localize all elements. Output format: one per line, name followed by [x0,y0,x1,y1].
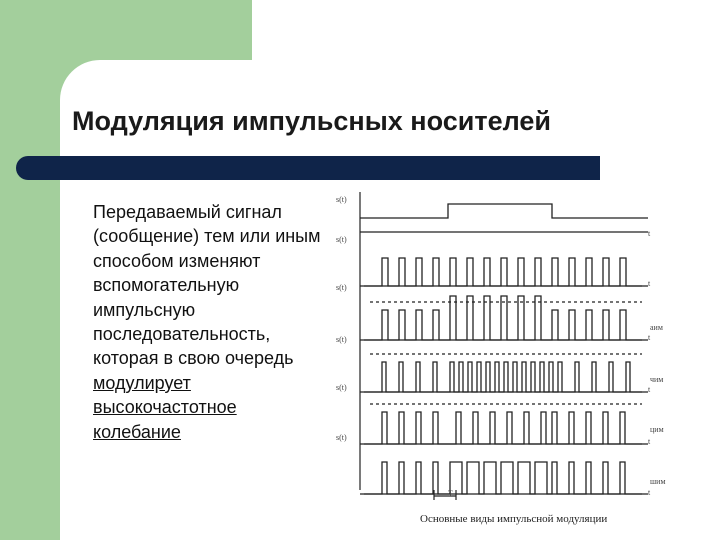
title-underline-bar [16,156,600,180]
row5-pulse-train [364,412,642,444]
body-link-hf-oscillation[interactable]: высокочастотное колебание [93,397,237,442]
row4-pulse-train [364,362,642,392]
row6-pulse-train [364,462,642,494]
figure-caption: Основные виды импульсной модуляции [420,513,608,525]
time-label-1: t [648,229,651,238]
axis-label-4: s(t) [336,335,347,344]
body-text-main: Передаваемый сигнал (сообщение) тем или иным способом изменяют вспомогательную импульсную последовательность, которая в свою очередь [93,202,321,369]
row2-pulse-train [364,258,642,286]
time-label-2: t [648,279,651,288]
slide-title: Модуляция импульсных носителей [72,106,552,136]
time-label-3: t [648,333,651,342]
axis-label-3: s(t) [336,283,347,292]
mod-label-fm: чим [650,375,664,384]
figure-axis-labels [336,195,347,442]
axis-label-5: s(t) [336,383,347,392]
time-label-5: t [648,437,651,446]
axis-label-6: s(t) [336,433,347,442]
figure-waveforms [360,192,648,500]
body-link-modulates[interactable]: модулирует [93,372,191,393]
time-label-4: t [648,385,651,394]
figure-mod-labels [650,323,666,486]
period-label: T [448,489,453,498]
modulation-figure [330,190,670,530]
slide-body-text [93,200,325,444]
message-signal [360,204,648,218]
mod-label-pam: аим [650,323,663,332]
mod-label-ppm: цим [650,425,664,434]
time-label-6: t [648,488,651,497]
axis-label-2: s(t) [336,235,347,244]
figure-time-labels [648,229,651,497]
row3-pulse-train [364,296,642,340]
decor-green-strip [0,0,60,540]
mod-label-pwm: шим [650,477,666,486]
axis-label-1: s(t) [336,195,347,204]
